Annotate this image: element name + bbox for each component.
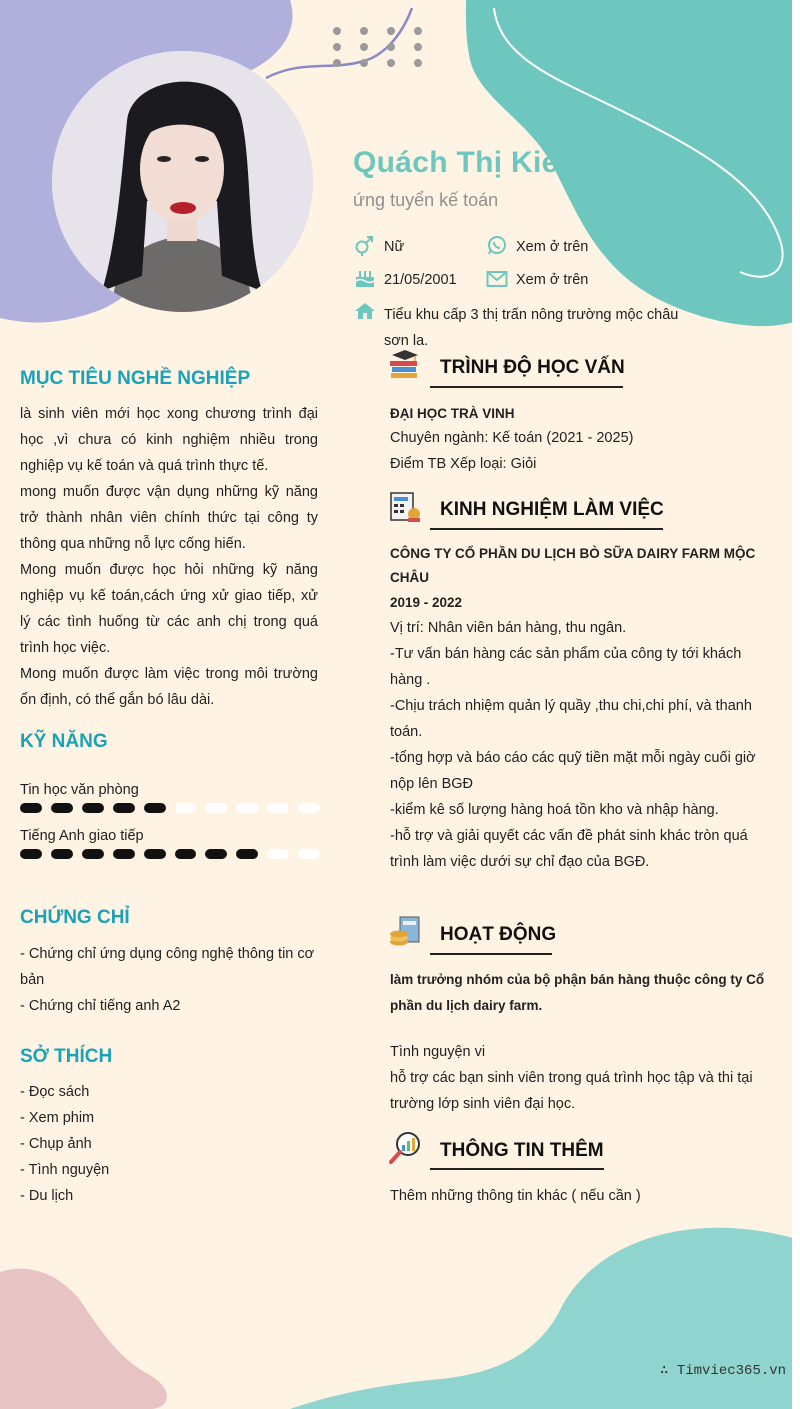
career-goal-p1: là sinh viên mới học xong chương trình đại học ,vì chưa có kinh nghiệm nhiều trong nghiệp vụ kế toán và quá trình thực tế. — [20, 406, 318, 474]
volunteer-text: hỗ trợ các bạn sinh viên trong quá trình học tập và thi tại trường lớp sinh viên đại học. — [390, 1070, 753, 1112]
certificates-heading: CHỨNG CHỈ — [20, 907, 130, 928]
certificate-item: - Chứng chỉ tiếng anh A2 — [20, 998, 181, 1014]
heading-underline — [430, 953, 552, 955]
gender-value: Nữ — [384, 239, 405, 255]
work-calculator-icon — [388, 490, 422, 524]
activities-heading: HOẠT ĐỘNG — [440, 924, 557, 945]
address-value: Tiểu khu cấp 3 thị trấn nông trường mộc châu sơn la. — [384, 307, 679, 349]
school-name: ĐẠI HỌC TRÀ VINH — [390, 406, 515, 421]
hobby-item: - Xem phim — [20, 1110, 95, 1126]
phone-value: Xem ở trên — [516, 239, 589, 255]
education-heading: TRÌNH ĐỘ HỌC VẤN — [440, 357, 625, 378]
skill-dot-filled — [236, 849, 258, 859]
activity-coins-icon — [388, 915, 422, 949]
skill-dot-empty — [175, 803, 197, 813]
volunteer-title: Tình nguyện vi — [390, 1044, 486, 1060]
experience-line: -hỗ trợ và giải quyết các vấn đề phát sinh khác tròn quá trình làm việc dưới sự chỉ đạo của BGĐ. — [390, 828, 748, 870]
envelope-icon — [486, 269, 508, 289]
heading-underline — [430, 386, 623, 388]
skill-dot-filled — [51, 803, 73, 813]
skill-label: Tiếng Anh giao tiếp — [20, 828, 144, 844]
experience-line: -tổng hợp và báo cáo các quỹ tiền mặt mỗi ngày cuối giờ nộp lên BGĐ — [390, 750, 756, 792]
experience-line: -Tư vấn bán hàng các sản phẩm của công ty tới khách hàng . — [390, 646, 742, 688]
birthday-value: 21/05/2001 — [384, 272, 457, 288]
hobby-item: - Tình nguyện — [20, 1162, 110, 1178]
hobby-item: - Đọc sách — [20, 1084, 90, 1100]
experience-heading: KINH NGHIỆM LÀM VIỆC — [440, 499, 664, 520]
heading-underline — [430, 528, 663, 530]
experience-line: Vị trí: Nhân viên bán hàng, thu ngân. — [390, 620, 627, 636]
skills-heading: KỸ NĂNG — [20, 731, 108, 752]
skill-dot-filled — [113, 849, 135, 859]
skill-label: Tin học văn phòng — [20, 782, 139, 798]
skill-dot-empty — [267, 849, 289, 859]
skill-dot-empty — [298, 849, 320, 859]
experience-line: -Chịu trách nhiệm quản lý quầy ,thu chi,chi phí, và thanh toán. — [390, 698, 752, 740]
skill-dot-filled — [113, 803, 135, 813]
whatsapp-icon — [486, 235, 508, 255]
magnifier-chart-icon — [388, 1131, 422, 1165]
more-info-heading: THÔNG TIN THÊM — [440, 1140, 604, 1161]
graduation-books-icon — [388, 349, 422, 383]
activity-lead: làm trưởng nhóm của bộ phận bán hàng thuộc công ty Cổ phần du lịch dairy farm. — [390, 972, 765, 1013]
skill-dot-filled — [51, 849, 73, 859]
hobby-item: - Du lịch — [20, 1188, 74, 1204]
hobby-item: - Chụp ảnh — [20, 1136, 92, 1152]
skill-dot-empty — [267, 803, 289, 813]
email-value: Xem ở trên — [516, 272, 589, 288]
career-goal-heading: MỤC TIÊU NGHỀ NGHIỆP — [20, 368, 251, 389]
education-grade: Điểm TB Xếp loại: Giỏi — [390, 456, 537, 472]
skill-dot-filled — [82, 849, 104, 859]
company-name: CÔNG TY CỔ PHẦN DU LỊCH BÒ SỮA DAIRY FARM MỘC CHÂU — [390, 546, 756, 585]
certificate-item: - Chứng chỉ ứng dụng công nghệ thông tin cơ bản — [20, 946, 315, 988]
skill-level-bar — [20, 803, 320, 815]
work-period: 2019 - 2022 — [390, 595, 463, 610]
applied-position: ứng tuyển kế toán — [353, 190, 499, 210]
home-icon — [354, 301, 376, 321]
skill-dot-filled — [205, 849, 227, 859]
career-goal-p4: Mong muốn được làm việc trong môi trường ổn định, có thể gắn bó lâu dài. — [20, 666, 318, 708]
watermark: ∴ Timviec365.vn — [660, 1363, 787, 1379]
cake-icon — [354, 268, 376, 288]
skill-dot-empty — [236, 803, 258, 813]
experience-line: -kiểm kê số lượng hàng hoá tồn kho và nhập hàng. — [390, 802, 719, 818]
more-info-text: Thêm những thông tin khác ( nếu cần ) — [390, 1188, 641, 1204]
skill-dot-filled — [20, 849, 42, 859]
skill-dot-empty — [298, 803, 320, 813]
education-major: Chuyên ngành: Kế toán (2021 - 2025) — [390, 430, 634, 446]
gender-icon — [354, 236, 376, 256]
skill-dot-filled — [82, 803, 104, 813]
skill-level-bar — [20, 849, 320, 861]
skill-dot-filled — [20, 803, 42, 813]
candidate-name: Quách Thị Kiều Anh — [353, 146, 644, 179]
hobbies-heading: SỞ THÍCH — [20, 1046, 113, 1067]
profile-photo — [52, 51, 313, 312]
skill-dot-filled — [144, 849, 166, 859]
skill-dot-filled — [144, 803, 166, 813]
career-goal-p2: mong muốn được vận dụng những kỹ năng trở thành nhân viên chính thức tại công ty thông qua những nỗ lực cống hiến. — [20, 484, 318, 552]
skill-dot-empty — [205, 803, 227, 813]
career-goal-p3: Mong muốn được học hỏi những kỹ năng nghiệp vụ kế toán,cách ứng xử giao tiếp, xử lý các tình huống từ các anh chị trong quá trình học việc. — [20, 562, 318, 656]
skill-dot-filled — [175, 849, 197, 859]
heading-underline — [430, 1168, 604, 1170]
